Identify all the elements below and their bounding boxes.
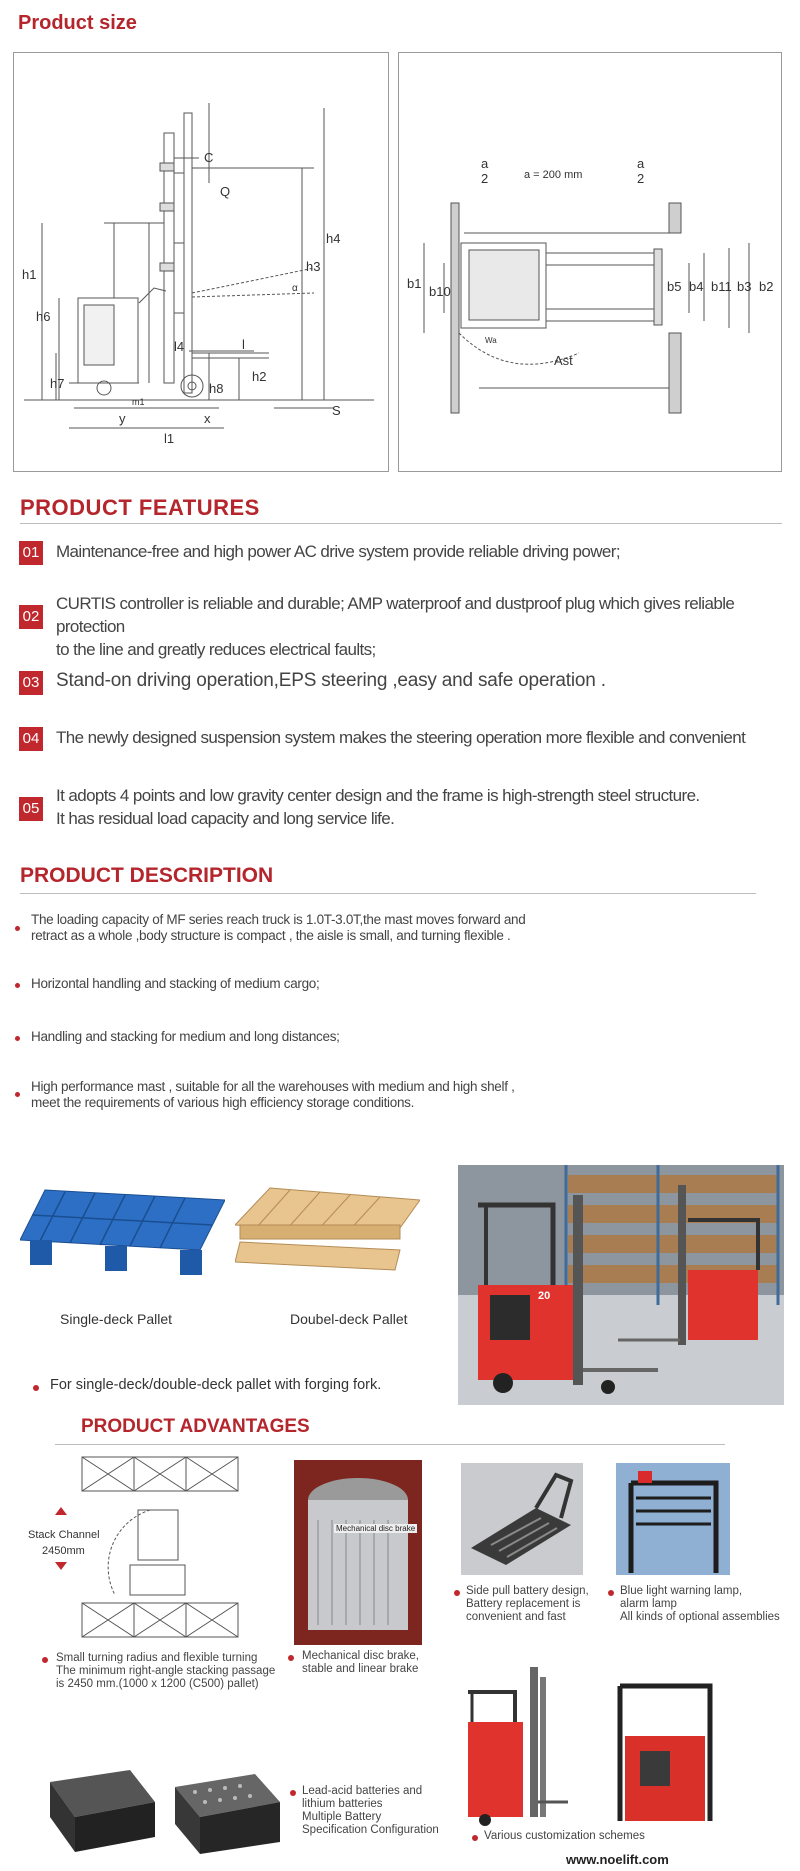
description-item-3: Handling and stacking for medium and long distances; xyxy=(31,1029,340,1044)
dim-label-x: x xyxy=(204,411,211,426)
truck-badge: 20 xyxy=(538,1290,551,1302)
dim-label-l4: l4 xyxy=(174,339,185,354)
feature-number-05: 05 xyxy=(19,797,43,821)
side-pull-battery-image xyxy=(461,1463,583,1575)
dim-label-s: S xyxy=(332,403,341,418)
description-item-1: The loading capacity of MF series reach truck is 1.0T-3.0T,the mast moves forward and retract as a whole ,body structure is compact , the aisle is small, and turning flexible . xyxy=(31,912,526,943)
brake-caption: Mechanical disc brake, stable and linear brake xyxy=(302,1650,419,1675)
lamp-caption: Blue light warning lamp, alarm lamp All kinds of optional assemblies xyxy=(620,1585,780,1623)
feature-number-03: 03 xyxy=(19,671,43,695)
dim-label-h7: h7 xyxy=(50,376,65,391)
dim-label-h8: h8 xyxy=(209,381,224,396)
feature-number-01: 01 xyxy=(19,541,43,565)
dim-label-h2: h2 xyxy=(252,369,267,384)
dim-label-c: C xyxy=(204,150,214,165)
description-bullet xyxy=(15,1092,20,1097)
dim-label-y: y xyxy=(119,411,126,426)
dim-label-b11: b11 xyxy=(711,279,732,294)
feature-text-05: It adopts 4 points and low gravity center design and the frame is high-strength steel structure. It has residual load capacity and long service life. xyxy=(56,786,700,828)
lamp-caption-bullet xyxy=(608,1590,614,1596)
dim-label-a-left: a xyxy=(481,156,489,171)
dim-label-b2: b2 xyxy=(759,279,774,294)
dim-label-b10: b10 xyxy=(429,284,451,299)
feature-text-01: Maintenance-free and high power AC drive system provide reliable driving power; xyxy=(56,542,620,561)
top-view-drawing-panel xyxy=(398,52,782,472)
features-divider xyxy=(20,523,782,524)
custom-truck-red-image xyxy=(460,1662,570,1828)
description-item-4: High performance mast , suitable for all the warehouses with medium and high shelf , meet the requirements of various high efficiency storage conditions. xyxy=(31,1079,515,1110)
dim-label-a-right: a xyxy=(637,156,645,171)
dim-label-h3: h3 xyxy=(306,259,321,274)
dim-label-b5: b5 xyxy=(667,279,682,294)
battery-pull-caption-bullet xyxy=(454,1590,460,1596)
description-bullet xyxy=(15,926,20,931)
stack-channel-width: 2450mm xyxy=(42,1545,85,1557)
dim-label-alpha: α xyxy=(292,283,298,294)
batteries-caption-bullet xyxy=(290,1790,296,1796)
custom-caption-bullet xyxy=(472,1835,478,1841)
custom-caption: Various customization schemes xyxy=(484,1830,645,1842)
turning-caption-bullet xyxy=(42,1657,48,1663)
dim-label-2-right: 2 xyxy=(637,171,645,186)
dim-label-b3: b3 xyxy=(737,279,752,294)
dim-label-l: l xyxy=(242,337,245,352)
advantages-title: PRODUCT ADVANTAGES xyxy=(81,1416,310,1437)
dim-label-q: Q xyxy=(220,184,231,199)
description-item-2: Horizontal handling and stacking of medium cargo; xyxy=(31,976,320,991)
single-deck-pallet-label: Single-deck Pallet xyxy=(60,1311,173,1327)
warehouse-truck-photo xyxy=(458,1165,784,1405)
advantages-divider xyxy=(55,1444,725,1445)
dim-label-m1: m1 xyxy=(132,397,145,407)
custom-truck-rear-image xyxy=(610,1676,720,1826)
dim-label-wa: Wa xyxy=(485,336,497,345)
footer-url[interactable]: www.noelift.com xyxy=(566,1852,669,1867)
features-title: PRODUCT FEATURES xyxy=(20,495,260,520)
side-view-drawing xyxy=(14,53,388,471)
dim-label-ast: Ast xyxy=(554,353,573,368)
feature-number-04: 04 xyxy=(19,727,43,751)
feature-text-04: The newly designed suspension system makes the steering operation more flexible and convenient xyxy=(56,728,746,747)
turning-caption: Small turning radius and flexible turning The minimum right-angle stacking passage is 2450 mm.(1000 x 1200 (C500) pallet) xyxy=(56,1652,276,1690)
single-deck-pallet-image xyxy=(20,1180,225,1285)
stack-channel-label: Stack Channel xyxy=(28,1529,100,1541)
batteries-image xyxy=(45,1762,285,1854)
feature-number-02: 02 xyxy=(19,605,43,629)
dim-label-a-equals: a = 200 mm xyxy=(524,169,583,181)
dim-label-2-left: 2 xyxy=(481,171,489,186)
dim-label-l1: l1 xyxy=(164,431,175,446)
battery-pull-caption: Side pull battery design, Battery replacement is convenient and fast xyxy=(466,1585,589,1623)
dim-label-h1: h1 xyxy=(22,267,37,282)
warning-lamp-image xyxy=(616,1463,730,1575)
top-view-drawing xyxy=(399,53,781,471)
dim-label-b1: b1 xyxy=(407,276,422,291)
feature-text-03: Stand-on driving operation,EPS steering ,easy and safe operation . xyxy=(56,670,606,691)
pallet-note-bullet xyxy=(33,1385,39,1391)
dim-label-h4: h4 xyxy=(326,231,341,246)
batteries-caption: Lead-acid batteries and lithium batteries Multiple Battery Specification Configuration xyxy=(302,1785,439,1836)
dim-label-b4: b4 xyxy=(689,279,704,294)
side-view-drawing-panel xyxy=(13,52,389,472)
description-divider xyxy=(20,893,756,894)
description-bullet xyxy=(15,983,20,988)
disc-brake-photo xyxy=(294,1460,422,1645)
description-bullet xyxy=(15,1036,20,1041)
brake-caption-bullet xyxy=(288,1655,294,1661)
disc-brake-tag: Mechanical disc brake xyxy=(336,1524,416,1533)
dim-label-h6: h6 xyxy=(36,309,51,324)
double-deck-pallet-label: Doubel-deck Pallet xyxy=(290,1311,408,1327)
feature-text-02: CURTIS controller is reliable and durable; AMP waterproof and dustproof plug which gives reliable protection to the line and greatly reduces electrical faults; xyxy=(56,594,735,659)
pallet-note: For single-deck/double-deck pallet with forging fork. xyxy=(50,1377,382,1393)
product-size-title: Product size xyxy=(18,12,137,34)
description-title: PRODUCT DESCRIPTION xyxy=(20,864,274,887)
double-deck-pallet-image xyxy=(235,1180,420,1285)
